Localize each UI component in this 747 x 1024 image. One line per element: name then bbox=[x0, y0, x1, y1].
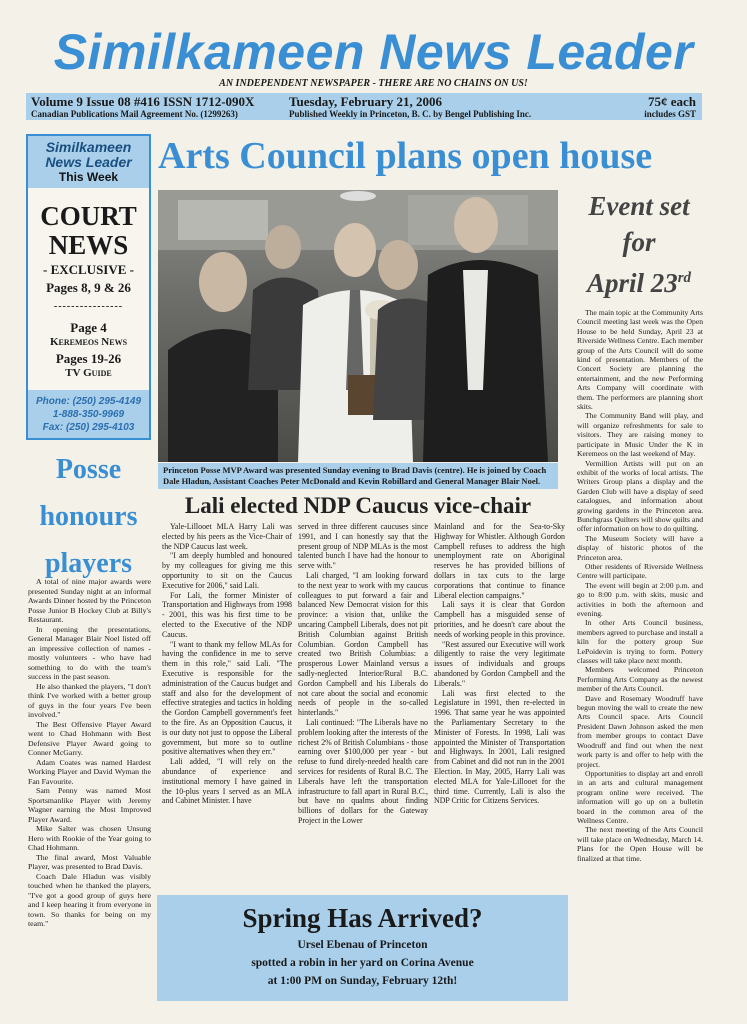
spring-headline: Spring Has Arrived? bbox=[242, 903, 483, 933]
section-divider: ---------------- bbox=[53, 301, 124, 312]
contact-box bbox=[28, 390, 149, 438]
newspaper-masthead: Similkameen News Leader bbox=[53, 24, 694, 80]
posse-paragraph: Coach Dale Hladun was visibly touched when he thanked the players, "I've got a good group of guys here and I keep hearing it from everyone in town. So thanks for being on my team." bbox=[28, 871, 151, 928]
this-week-box bbox=[26, 134, 151, 440]
spring-line-1: Ursel Ebenau of Princeton bbox=[297, 939, 428, 951]
this-week-title-line2: News Leader bbox=[45, 154, 132, 170]
fax-number: Fax: (250) 295-4103 bbox=[42, 422, 135, 433]
page-four: Page 4 bbox=[70, 320, 107, 335]
event-paragraph: The Community Band will play, and will organize refreshments for sale to visitors. They are raising money to participate in Music Under the K in Keremeos on the last weekend of May. bbox=[577, 411, 703, 459]
lali-paragraph: Lali added, "I will rely on the abundance of experience and institutional memory I have gained in the 10-plus years I served as an MLA and Cabinet Minister. I have bbox=[162, 757, 292, 806]
newspaper-tagline: AN INDEPENDENT NEWSPAPER - THERE ARE NO CHAINS ON US! bbox=[219, 78, 528, 89]
lali-paragraph: Lali charged, "I am looking forward to the next year to work with my caucus colleagues to put forward a fair and balanced New Democrat vision for this province: a vision that, unlike the uncaring Campbell Liberals, does not pit British Columbian against British Columbian. Gordon Campbell has created two British Columbias: a prosperous Lower Mainland versus a sadly-neglected Interior/Rural B.C. Gordon Campbell and his Liberals do not care about the social and economic needs of people in the so-called hinterlands." bbox=[298, 570, 428, 718]
lali-paragraph: served in three different caucuses since 1991, and I can honestly say that the present group of NDP MLAs is the most talented bunch I have had the honour to serve with." bbox=[298, 522, 428, 571]
event-paragraph: In other Arts Council business, members agreed to purchase and install a kiln for the pottery group Sue LePoidevin is trying to form. Pottery classes will take place next month. bbox=[577, 618, 703, 666]
price-gst-note: includes GST bbox=[644, 109, 696, 119]
event-headline-line2: for bbox=[622, 227, 656, 257]
lali-paragraph: For Lali, the former Minister of Transportation and Highways from 1998 - 2001, this was his first time to be elected to the Executive of the NDP Caucus. bbox=[162, 590, 292, 639]
issue-date: Tuesday, February 21, 2006 bbox=[289, 94, 443, 109]
spring-line-3: at 1:00 PM on Sunday, February 12th! bbox=[267, 975, 458, 987]
posse-headline-line1: Posse bbox=[55, 454, 122, 485]
spring-box bbox=[157, 895, 568, 1001]
event-headline-line1: Event set bbox=[588, 191, 690, 221]
posse-headline-line2: honours bbox=[39, 501, 138, 532]
publisher-info: Published Weekly in Princeton, B. C. by Bengel Publishing Inc. bbox=[289, 109, 532, 119]
photo-caption: Princeton Posse MVP Award was presented Sunday evening to Brad Davis (centre). He is joined by Coach Dale Hladun, Assistant Coaches Peter McDonald and Kevin Robillard and General Manager Blair Noel. bbox=[158, 463, 558, 489]
event-paragraph: Vermillion Artists will put on an exhibit of the works of local artists. The Writers Group plans a display and the Garden Club will have a display of seed catalogues, and information about growing gardens in the Princeton area. Bunchgrass Quilters will show quilts and offer information on how to do quilting. bbox=[577, 458, 703, 534]
mvp-award-photo bbox=[158, 190, 558, 462]
issue-info-bar bbox=[26, 93, 702, 120]
ordinal-suffix: rd bbox=[677, 270, 692, 286]
lali-paragraph: Yale-Lillooet MLA Harry Lali was elected by his peers as the Vice-Chair of the NDP Caucus last week. bbox=[162, 522, 292, 551]
event-headline-line3: April 23rd bbox=[586, 268, 692, 298]
arts-council-headline: Arts Council plans open house bbox=[158, 135, 653, 177]
price: 75¢ each bbox=[647, 94, 696, 109]
lali-paragraph: Lali says it is clear that Gordon Campbell has a misguided sense of priorities, and he doesn't care about the needs of working people in this province. bbox=[434, 600, 565, 639]
posse-article-body bbox=[28, 577, 151, 929]
posse-paragraph: A total of nine major awards were presented Sunday night at an informal Awards Dinner hosted by the Princeton Posse Junior B Hockey Club at Billy's Restaurant. bbox=[28, 577, 151, 624]
event-paragraph: The next meeting of the Arts Council will take place on Wednesday, March 14. Plans for the Open House will be finalized at that time. bbox=[577, 825, 703, 863]
event-paragraph: Other residents of Riverside Wellness Centre will participate. bbox=[577, 561, 703, 581]
court-label: COURT bbox=[40, 201, 137, 231]
posse-headline-line3: players bbox=[44, 548, 133, 579]
posse-paragraph: In opening the presentations, General Manager Blair Noel listed off an impressive collection of names - mostly volunteers - who have had something to do with the team's success in the past season. bbox=[28, 624, 151, 681]
event-paragraph: The event will begin at 2:00 p.m. and go to 8:00 p.m. with skits, music and activities in both the afternoon and evening. bbox=[577, 580, 703, 618]
posse-headline bbox=[26, 446, 151, 587]
exclusive-label: - EXCLUSIVE - bbox=[42, 262, 134, 277]
photo-illustration bbox=[158, 190, 558, 462]
posse-paragraph: He also thanked the players, "I don't think I've worked with a better group of guys in the four years I've been involved." bbox=[28, 681, 151, 719]
posse-paragraph: Sam Penny was named Most Sportsmanlike Player with Jeremy Wagner earning the Most Improved Player Award. bbox=[28, 786, 151, 824]
event-paragraph: Members welcomed Princeton Performing Arts Company as the newest member of the Arts Council. bbox=[577, 665, 703, 694]
event-paragraph: The main topic at the Community Arts Council meeting last week was the Open House to be held Sunday, April 23 at Riverside Wellness Centre. Each member group of the Arts Council will do some kind of presentation. Members of the Concert Society are planning the entertainment, and the new Performing Arts Company will coordinate with them. The performers are planning short skits. bbox=[577, 308, 703, 412]
this-week-title-line3: This Week bbox=[58, 170, 119, 184]
tv-guide: TV Guide bbox=[65, 367, 112, 379]
lali-column-1 bbox=[162, 522, 292, 806]
toll-free-number: 1-888-350-9969 bbox=[52, 409, 125, 420]
mail-agreement: Canadian Publications Mail Agreement No. (1299263) bbox=[31, 109, 238, 119]
lali-paragraph: Mainland and for the Sea-to-Sky Highway for Whistler. Although Gordon Campbell refuses to address the high unemployment rate on Aboriginal reserves he has provided billions of dollars in tax cuts to the large corporations that continue to finance Liberal election campaigns." bbox=[434, 522, 565, 600]
news-label: NEWS bbox=[48, 230, 129, 260]
this-week-header bbox=[28, 136, 149, 188]
event-article-body bbox=[577, 308, 703, 863]
lali-paragraph: "I am deeply humbled and honoured by my colleagues for giving me this opportunity to sit on the Caucus Executive for 2006," said Lali. bbox=[162, 551, 292, 590]
lali-paragraph: "I want to thank my fellow MLAs for having the confidence in me to serve them in this role," said Lali. "The Executive is responsible for the administration of the Caucus budget and staff and also for the development of effective strategies and tactics in holding the Gordon Campbell government's feet to the fire. As an Opposition Caucus, it is our duty not just to oppose the Liberal government, but more so to outline positive alternatives when they err." bbox=[162, 639, 292, 757]
posse-paragraph: Adam Coates was named Hardest Working Player and David Wyman the Fan Favourite. bbox=[28, 757, 151, 786]
lali-paragraph: "Rest assured our Executive will work diligently to raise the very legitimate issues of individuals and groups abandoned by Gordon Campbell and the Liberals." bbox=[434, 639, 565, 688]
spring-line-2: spotted a robin in her yard on Corina Avenue bbox=[251, 957, 474, 969]
keremeos-news: Keremeos News bbox=[49, 336, 128, 348]
event-paragraph: Opportunities to display art and enroll in an arts and cultural management program online were received. The information will go up on a bulletin board in the common area of the Wellness Centre. bbox=[577, 768, 703, 825]
posse-paragraph: The Best Offensive Player Award went to Chad Hohmann with Best Defensive Player Award going to Conner McGarry. bbox=[28, 719, 151, 757]
lali-column-3 bbox=[434, 522, 565, 806]
court-pages: Pages 8, 9 & 26 bbox=[46, 280, 131, 295]
issue-number: Volume 9 Issue 08 #416 ISSN 1712-090X bbox=[31, 94, 255, 109]
event-paragraph: Dave and Rosemary Woodruff have begun moving the wall to create the new Arts Council space. Arts Council President Dawn Johnson asked the men from member groups to contact Dave Woodruff and find out when the next work party is and offer to help with the project. bbox=[577, 693, 703, 769]
this-week-title-line1: Similkameen bbox=[45, 139, 132, 155]
event-headline bbox=[570, 188, 708, 301]
event-paragraph: The Museum Society will have a display of historic photos of the Princeton area. bbox=[577, 533, 703, 562]
lali-paragraph: Lali was first elected to the Legislature in 1991, then re-elected in 1996. That same year he was appointed the Parliamentary Secretary to the Minister of Forests. In 1998, Lali was appointed the Minister of Transportation and Highways. In 2001, Lali resigned from Cabinet and did not run in the 2001 Election. In May, 2005, Harry Lali was elected MLA for Yale-Lillooet for the third time. Currently, Lali is also the NDP Critic for Citizens Services. bbox=[434, 688, 565, 806]
posse-paragraph: Mike Salter was chosen Unsung Hero with Rookie of the Year going to Chad Hohmann. bbox=[28, 824, 151, 852]
lali-paragraph: Lali continued: "The Liberals have no problem looking after the interests of the richest 2% of British Columbians - those earning over $100,000 per year - but refuse to fund direly-needed health care services for residents of Rural B.C. The Liberals have left the transportation infrastructure to fall apart in Rural B.C., but have no qualms about finding billions of dollars for the Gateway Project in the Lower bbox=[298, 717, 428, 825]
phone-number: Phone: (250) 295-4149 bbox=[35, 396, 142, 407]
keremeos-pages: Pages 19-26 bbox=[55, 351, 122, 366]
posse-paragraph: The final award, Most Valuable Player, was presented to Brad Davis. bbox=[28, 852, 151, 871]
lali-column-2 bbox=[298, 522, 428, 826]
lali-headline: Lali elected NDP Caucus vice-chair bbox=[184, 493, 532, 518]
